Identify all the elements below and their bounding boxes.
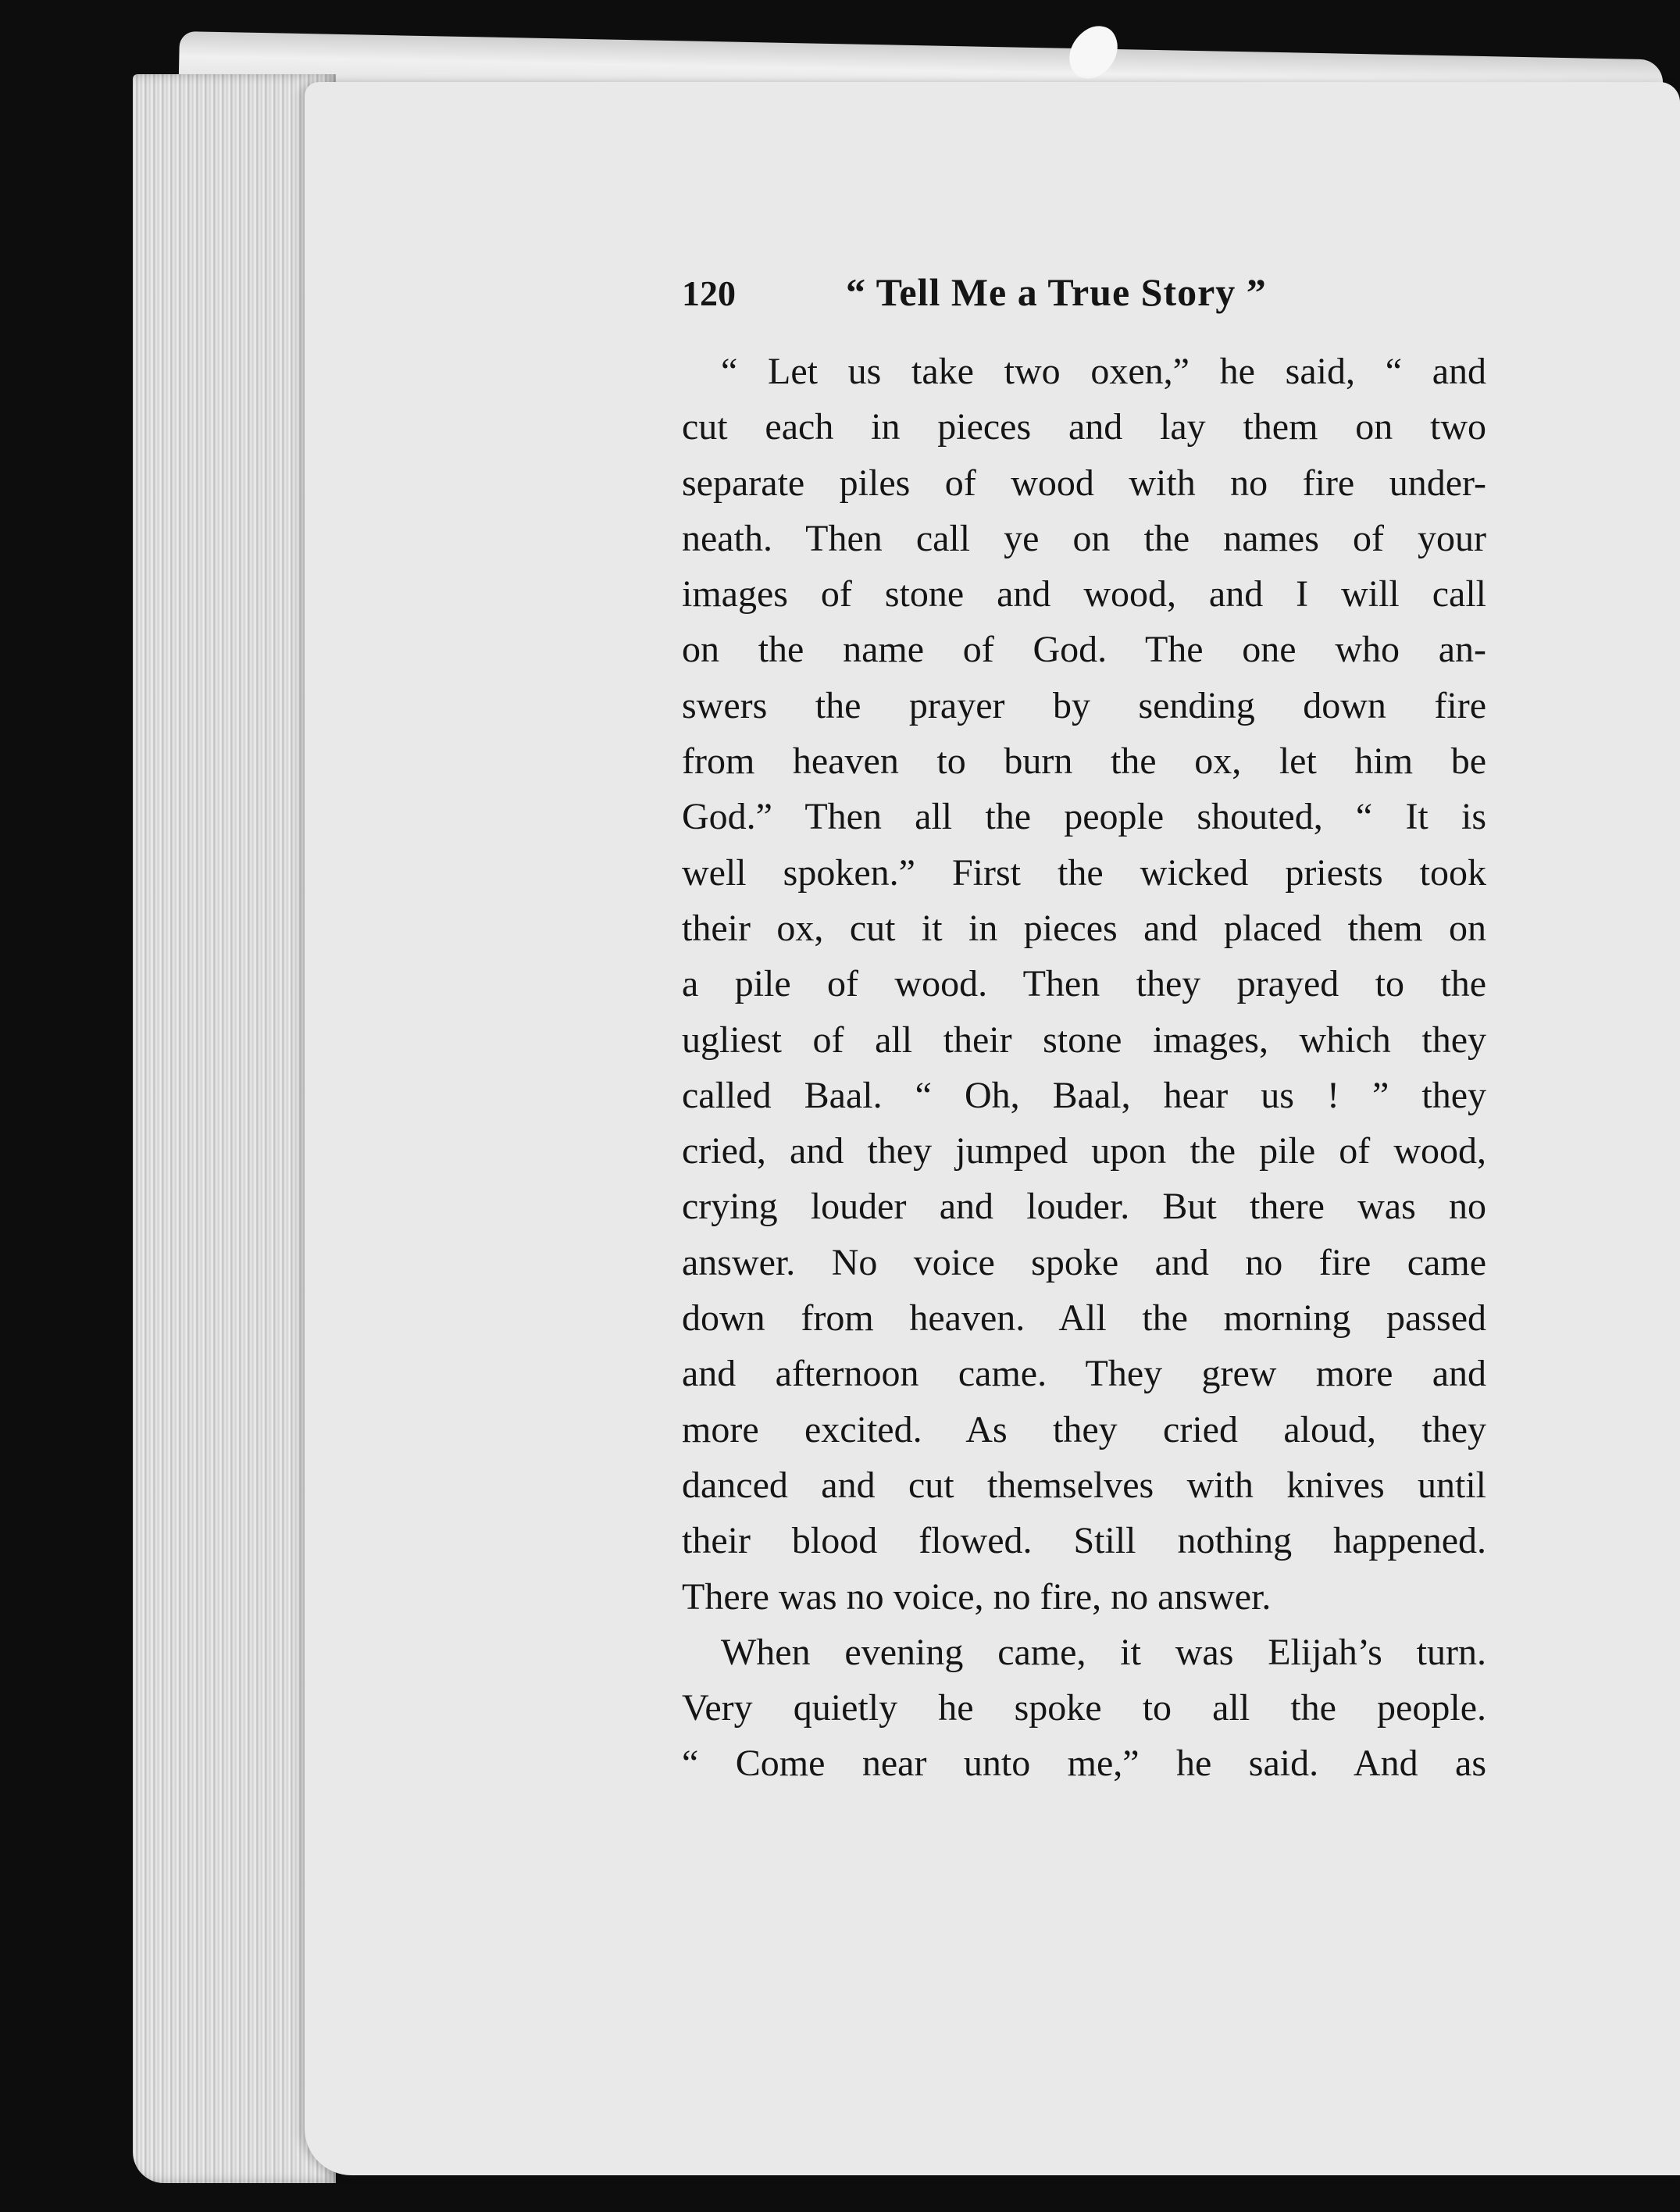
text-line: There was no voice, no fire, no answer. bbox=[682, 1575, 1272, 1618]
text-line: cut each in pieces and lay them on two bbox=[682, 406, 1486, 448]
text-line: God.” Then all the people shouted, “ It is bbox=[682, 796, 1486, 838]
text-line: ugliest of all their stone images, which they bbox=[682, 1019, 1486, 1061]
running-header bbox=[682, 269, 1486, 324]
running-title: “ Tell Me a True Story ” bbox=[846, 270, 1267, 314]
text-line: down from heaven. All the morning passed bbox=[682, 1297, 1486, 1340]
text-line: answer. No voice spoke and no fire came bbox=[682, 1241, 1486, 1283]
text-line: swers the prayer by sending down fire bbox=[682, 684, 1486, 726]
text-line: on the name of God. The one who an- bbox=[682, 629, 1486, 671]
text-line: When evening came, it was Elijah’s turn. bbox=[721, 1631, 1486, 1673]
text-line: from heaven to burn the ox, let him be bbox=[682, 740, 1486, 783]
text-line: images of stone and wood, and I will call bbox=[682, 573, 1486, 615]
text-line: crying louder and louder. But there was no bbox=[682, 1186, 1486, 1228]
text-line: a pile of wood. Then they prayed to the bbox=[682, 963, 1486, 1005]
text-line: neath. Then call ye on the names of your bbox=[682, 517, 1486, 559]
body-text bbox=[682, 344, 1486, 1792]
text-line: their ox, cut it in pieces and placed them on bbox=[682, 907, 1486, 949]
text-line: “ Let us take two oxen,” he said, “ and bbox=[721, 351, 1486, 392]
text-line: cried, and they jumped upon the pile of wood, bbox=[682, 1130, 1486, 1172]
text-line: danced and cut themselves with knives until bbox=[682, 1464, 1486, 1506]
text-line: their blood flowed. Still nothing happened. bbox=[682, 1520, 1486, 1562]
text-line: well spoken.” First the wicked priests took bbox=[682, 851, 1486, 894]
text-line: Very quietly he spoke to all the people. bbox=[682, 1687, 1486, 1729]
text-line: separate piles of wood with no fire under- bbox=[682, 462, 1486, 504]
text-line: and afternoon came. They grew more and bbox=[682, 1353, 1486, 1395]
page-number: 120 bbox=[682, 273, 736, 313]
text-line: more excited. As they cried aloud, they bbox=[682, 1408, 1486, 1450]
text-line: “ Come near unto me,” he said. And as bbox=[682, 1743, 1486, 1785]
text-line: called Baal. “ Oh, Baal, hear us ! ” they bbox=[682, 1074, 1486, 1116]
